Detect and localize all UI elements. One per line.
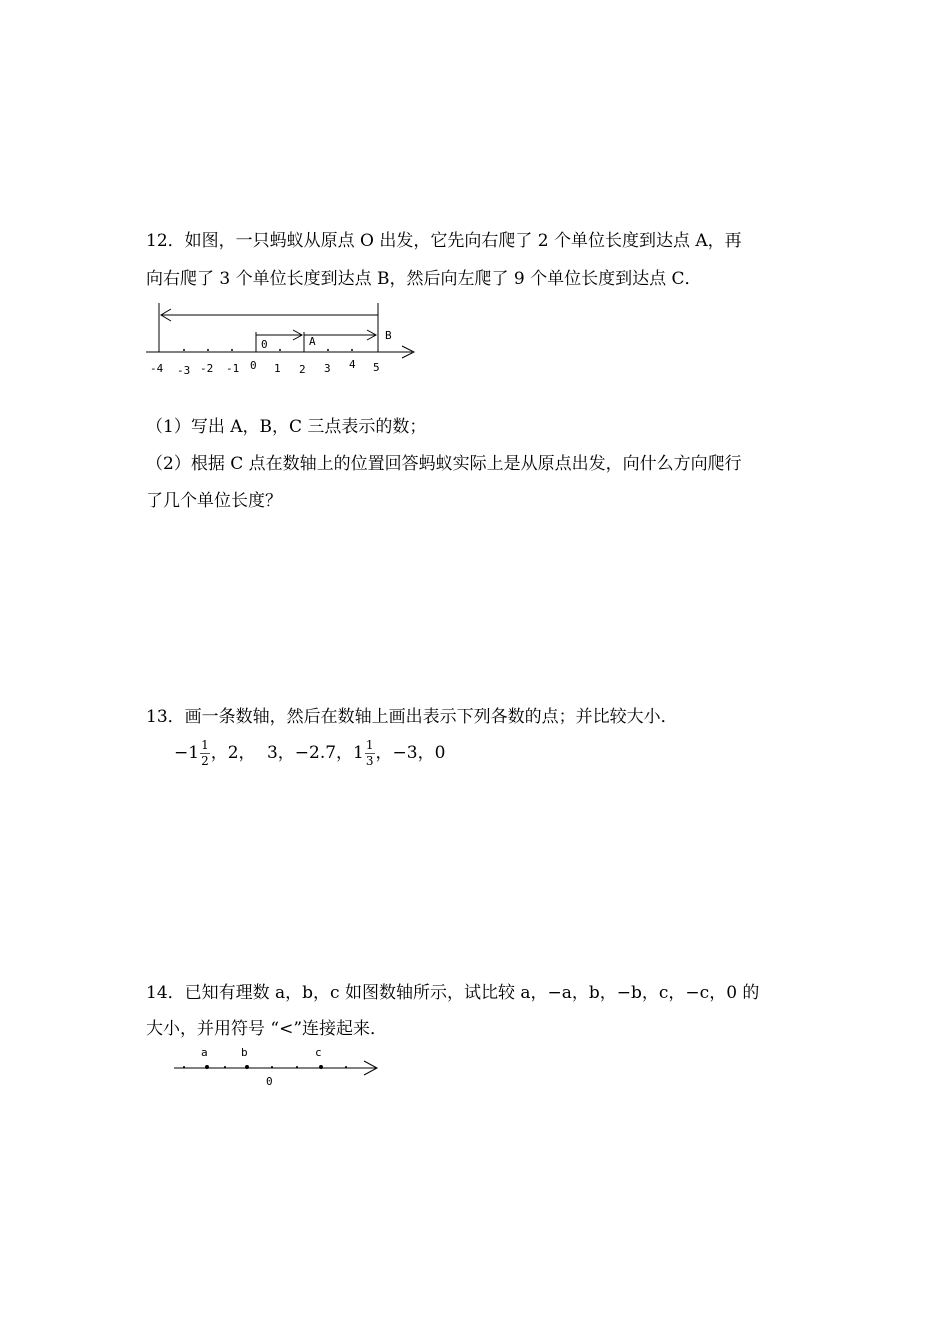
q12-text-line2: 向右爬了 3 个单位长度到达点 B，然后向左爬了 9 个单位长度到达点 C．: [146, 269, 702, 289]
q12-label-o: 0: [261, 338, 268, 351]
q12-dot: [351, 349, 353, 351]
q14-number-line-figure: [170, 1042, 390, 1092]
q12-text-line1: 12．如图，一只蚂蚁从原点 O 出发，它先向右爬了 2 个单位长度到达点 A，再: [146, 231, 742, 251]
q12-dot: [183, 349, 185, 351]
q14-label-b: b: [241, 1046, 248, 1059]
q12-tick-label: 3: [324, 362, 331, 375]
q14-dot: [205, 1065, 209, 1069]
q13-number-list: [174, 738, 445, 769]
q12-dot: [279, 349, 281, 351]
q14-dot: [345, 1066, 347, 1068]
q13-sep2: ，−2.7，1: [277, 743, 364, 763]
q12-tick-label: -4: [150, 362, 164, 375]
q12-tick-label: 1: [274, 362, 281, 375]
q14-label-a: a: [201, 1046, 208, 1059]
q12-subquestion-2-line1: （2）根据 C 点在数轴上的位置回答蚂蚁实际上是从原点出发，向什么方向爬行: [146, 454, 742, 474]
q12-label-a: A: [309, 335, 316, 348]
q13-n5-fraction: [365, 738, 375, 769]
q13-n1-whole: −1: [174, 743, 200, 763]
q14-dot: [245, 1065, 249, 1069]
q12-tick-label: 2: [299, 363, 306, 376]
q13-n1-fraction: [200, 738, 210, 769]
q12-subquestion-1: （1）写出 A，B，C 三点表示的数；: [146, 417, 427, 437]
q12-tick-label: 0: [250, 359, 257, 372]
q12-number-line-figure: [140, 295, 430, 385]
q12-subquestion-2-line2: 了几个单位长度？: [146, 491, 282, 511]
q14-dot: [183, 1066, 185, 1068]
q12-tick-label: 4: [349, 358, 356, 371]
q13-tail: ，−3，0: [375, 743, 446, 763]
q13-n1-numerator: 1: [201, 738, 209, 752]
q13-n3: 3: [266, 743, 278, 763]
q12-dot: [327, 349, 329, 351]
q14-text-line2: 大小，并用符号 “<”连接起来．: [146, 1019, 388, 1039]
q13-sep1: ，2，: [210, 743, 256, 763]
q13-n1-denominator: 2: [201, 754, 209, 768]
q13-n5-numerator: 1: [365, 738, 374, 752]
q14-dot: [296, 1066, 298, 1068]
q12-tick-label: -3: [177, 364, 191, 377]
q12-dot: [207, 349, 209, 351]
q13-n5-denominator: 3: [365, 754, 374, 768]
q12-label-b: B: [385, 329, 392, 342]
q12-tick-label: -2: [200, 362, 214, 375]
q12-tick-label: 5: [373, 361, 380, 374]
q12-dot: [231, 349, 233, 351]
q14-label-zero: 0: [266, 1075, 273, 1088]
q13-text-line1: 13．画一条数轴，然后在数轴上画出表示下列各数的点；并比较大小．: [146, 707, 678, 727]
q14-dot: [271, 1066, 273, 1068]
q14-dot: [319, 1065, 323, 1069]
q12-tick-label: -1: [226, 362, 240, 375]
q14-label-c: c: [315, 1046, 322, 1059]
q14-text-line1: 14．已知有理数 a，b，c 如图数轴所示，试比较 a，−a，b，−b，c，−c，0 的: [146, 983, 760, 1003]
q14-dot: [224, 1066, 226, 1068]
